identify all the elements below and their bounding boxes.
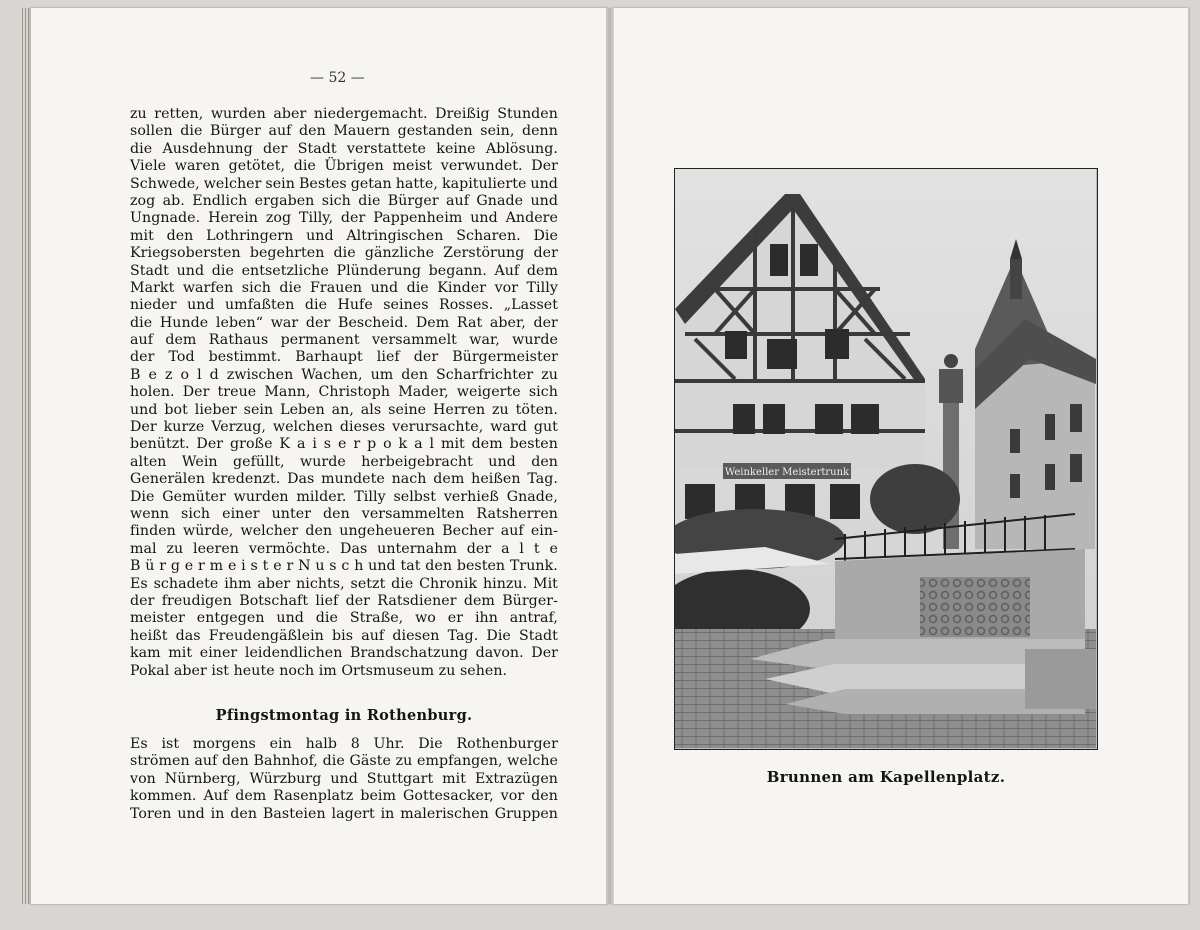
text-line: strömen auf den Bahnhof, die Gäste zu empfangen, welche <box>130 753 558 770</box>
text-line: die Ausdehnung der Stadt verstattete keine Ablösung. <box>130 140 558 157</box>
body-paragraph-1 <box>130 106 558 680</box>
text-line: Es ist morgens ein halb 8 Uhr. Die Rothenburger <box>130 736 558 752</box>
text-line: Generälen kredenzt. Das mundete nach dem heißen Tag. <box>130 471 558 488</box>
photo-caption: Brunnen am Kapellenplatz. <box>766 768 1006 786</box>
body-paragraph-2 <box>130 736 558 823</box>
text-line: Pokal aber ist heute noch im Ortsmuseum zu sehen. <box>130 662 508 679</box>
text-line: und bot lieber sein Leben an, als seine Herren zu töten. <box>130 401 558 418</box>
book-gutter <box>606 8 614 904</box>
photo-brunnen-kapellenplatz <box>674 168 1098 750</box>
text-line: Es schadete ihm aber nichts, setzt die Chronik hinzu. Mit <box>130 575 558 592</box>
text-line: holen. Der treue Mann, Christoph Mader, weigerte sich <box>130 384 558 401</box>
text-line: der freudigen Botschaft lief der Ratsdiener dem Bürger- <box>130 592 558 609</box>
text-line: finden würde, welcher den ungeheueren Becher auf ein- <box>130 523 558 540</box>
photo-sign: Weinkeller Meistertrunk <box>724 467 850 478</box>
text-line: heißt das Freudengäßlein bis auf diesen Tag. Die Stadt <box>130 627 558 644</box>
text-line: Schwede, welcher sein Bestes getan hatte, kapitulierte und <box>130 175 558 192</box>
text-line: zog ab. Endlich ergaben sich die Bürger auf Gnade und <box>130 192 558 209</box>
page-number: — 52 — <box>310 70 365 86</box>
text-line: wenn sich einer unter den versammelten Ratsherren <box>130 505 558 522</box>
text-line: B ü r g e r m e i s t e r N u s c h und tat den besten Trunk. <box>130 558 558 575</box>
text-line: B e z o l d zwischen Wachen, um den Scharfrichter zu <box>130 366 558 383</box>
text-line: Viele waren getötet, die Übrigen meist verwundet. Der <box>130 158 558 175</box>
text-line: nieder und umfaßten die Hufe seines Rosses. „Lasset <box>130 297 558 314</box>
text-line: alten Wein gefüllt, wurde herbeigebracht und den <box>130 453 558 470</box>
text-line: Toren und in den Basteien lagert in malerischen Gruppen <box>130 805 558 822</box>
section-heading: Pfingstmontag in Rothenburg. <box>215 707 473 724</box>
text-line: Die Gemüter wurden milder. Tilly selbst verhieß Gnade, <box>130 488 558 505</box>
text-line: Kriegsobersten begehrten die gänzliche Zerstörung der <box>130 245 558 262</box>
text-line: Markt warfen sich die Frauen und die Kinder vor Tilly <box>130 279 558 296</box>
text-line: Der kurze Verzug, welchen dieses verursachte, ward gut <box>130 419 558 436</box>
text-line: Ungnade. Herein zog Tilly, der Pappenheim und Andere <box>130 210 558 227</box>
text-line: mal zu leeren vermöchte. Das unternahm der a l t e <box>130 540 558 557</box>
text-line: mit den Lothringern und Altringischen Scharen. Die <box>130 227 558 244</box>
text-line: die Hunde leben“ war der Bescheid. Dem Rat aber, der <box>130 314 558 331</box>
text-line: meister entgegen und die Straße, wo er ihn antraf, <box>130 610 558 627</box>
text-line: der Tod bestimmt. Barhaupt lief der Bürgermeister <box>130 349 558 366</box>
text-line: kam mit einer leidendlichen Brandschatzung davon. Der <box>130 645 558 662</box>
text-line: sollen die Bürger auf den Mauern gestanden sein, denn <box>130 123 558 140</box>
text-line: von Nürnberg, Würzburg und Stuttgart mit Extrazügen <box>130 770 558 787</box>
text-line: auf dem Rathaus permanent versammelt war, wurde <box>130 332 558 349</box>
text-line: kommen. Auf dem Rasenplatz beim Gottesacker, vor den <box>130 788 558 805</box>
text-line: Stadt und die entsetzliche Plünderung begann. Auf dem <box>130 262 558 279</box>
text-line: benützt. Der große K a i s e r p o k a l mit dem besten <box>130 436 558 453</box>
text-line: zu retten, wurden aber niedergemacht. Dreißig Stunden <box>130 106 558 122</box>
